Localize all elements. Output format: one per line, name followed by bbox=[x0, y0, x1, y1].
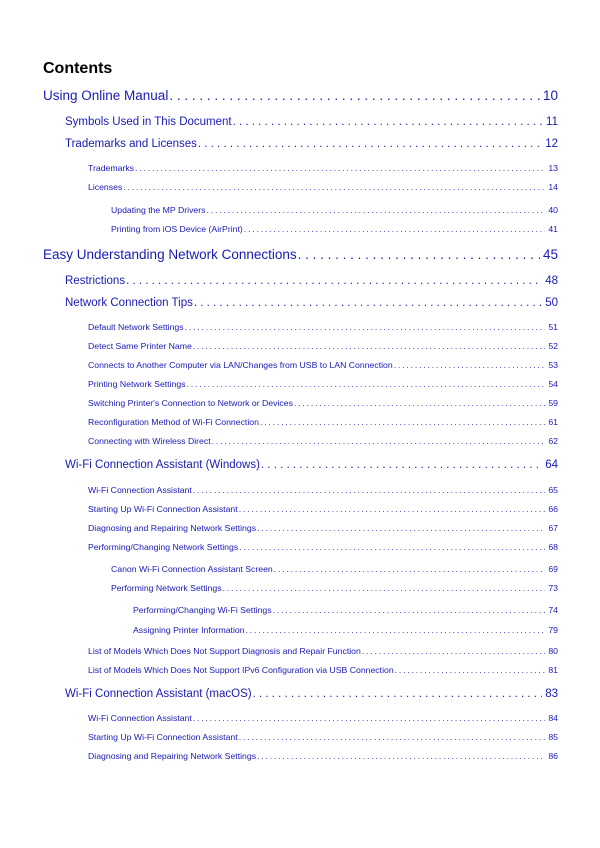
toc-entry-trademarks-licenses[interactable] bbox=[65, 138, 558, 150]
dot-leader bbox=[257, 523, 545, 533]
toc-entry-models-no-diagnosis[interactable] bbox=[88, 646, 558, 656]
toc-entry-detect-same-printer[interactable] bbox=[88, 341, 558, 351]
toc-entry-page: 64 bbox=[545, 459, 558, 471]
dot-leader bbox=[257, 751, 545, 761]
toc-entry-title: List of Models Which Does Not Support Diagnosis and Repair Function bbox=[88, 646, 361, 656]
dot-leader bbox=[239, 504, 546, 514]
toc-entry-page: 41 bbox=[548, 224, 558, 234]
toc-entry-performing-changing-network[interactable] bbox=[88, 542, 558, 552]
toc-entry-symbols[interactable] bbox=[65, 116, 558, 128]
dot-leader bbox=[260, 417, 545, 427]
toc-entry-page: 14 bbox=[548, 182, 558, 192]
toc-entry-network-connections[interactable] bbox=[43, 247, 558, 262]
toc-entry-page: 10 bbox=[542, 88, 558, 103]
toc-entry-title: Printing from iOS Device (AirPrint) bbox=[111, 224, 243, 234]
toc-entry-title: Performing/Changing Wi-Fi Settings bbox=[133, 605, 272, 615]
toc-entry-page: 59 bbox=[548, 398, 558, 408]
toc-entry-network-tips[interactable] bbox=[65, 297, 558, 309]
toc-entry-wifi-assistant-mac[interactable] bbox=[88, 713, 558, 723]
toc-entry-switching-connection[interactable] bbox=[88, 398, 558, 408]
toc-entry-title: Wi-Fi Connection Assistant bbox=[88, 713, 192, 723]
toc-entry-page: 69 bbox=[548, 564, 558, 574]
toc-entry-page: 12 bbox=[545, 138, 558, 150]
toc-entry-title: Connecting with Wireless Direct bbox=[88, 436, 211, 446]
dot-leader bbox=[198, 138, 542, 150]
toc-entry-diagnosing-network-mac[interactable] bbox=[88, 751, 558, 761]
dot-leader bbox=[169, 88, 540, 103]
toc-entry-page: 84 bbox=[548, 713, 558, 723]
toc-entry-page: 68 bbox=[548, 542, 558, 552]
toc-entry-title: Trademarks bbox=[88, 163, 135, 173]
toc-entry-performing-network-settings[interactable] bbox=[111, 583, 558, 593]
dot-leader bbox=[223, 583, 546, 593]
toc-entry-title: Detect Same Printer Name bbox=[88, 341, 192, 351]
dot-leader bbox=[187, 379, 546, 389]
dot-leader bbox=[362, 646, 546, 656]
toc-entry-page: 66 bbox=[548, 504, 558, 514]
toc-entry-title: Updating the MP Drivers bbox=[111, 205, 206, 215]
toc-entry-page: 61 bbox=[548, 417, 558, 427]
toc-entry-trademarks[interactable] bbox=[88, 163, 558, 173]
toc-entry-page: 85 bbox=[548, 732, 558, 742]
dot-leader bbox=[212, 436, 546, 446]
toc-entry-title: Printing Network Settings bbox=[88, 379, 186, 389]
toc-entry-title: Switching Printer's Connection to Network or Devices bbox=[88, 398, 293, 408]
toc-entry-title: Canon Wi-Fi Connection Assistant Screen bbox=[111, 564, 273, 574]
dot-leader bbox=[239, 542, 545, 552]
toc-entry-page: 45 bbox=[542, 247, 558, 262]
toc-entry-title: Easy Understanding Network Connections bbox=[43, 247, 297, 262]
toc-entry-page: 54 bbox=[548, 379, 558, 389]
toc-entry-title: Starting Up Wi-Fi Connection Assistant bbox=[88, 504, 238, 514]
toc-entry-title: Performing Network Settings bbox=[111, 583, 222, 593]
toc-entry-page: 79 bbox=[548, 625, 558, 635]
toc-entry-title: List of Models Which Does Not Support IPv6 Configuration via USB Connection bbox=[88, 665, 394, 675]
toc-entry-page: 13 bbox=[548, 163, 558, 173]
toc-entry-title: Performing/Changing Network Settings bbox=[88, 542, 239, 552]
toc-entry-page: 65 bbox=[548, 485, 558, 495]
dot-leader bbox=[185, 322, 546, 332]
dot-leader bbox=[246, 625, 546, 635]
toc-entry-title: Assigning Printer Information bbox=[133, 625, 245, 635]
dot-leader bbox=[298, 247, 540, 262]
dot-leader bbox=[194, 297, 542, 309]
dot-leader bbox=[294, 398, 545, 408]
dot-leader bbox=[193, 485, 546, 495]
toc-entry-title: Symbols Used in This Document bbox=[65, 116, 232, 128]
toc-entry-title: Network Connection Tips bbox=[65, 297, 193, 309]
dot-leader bbox=[239, 732, 546, 742]
dot-leader bbox=[206, 205, 545, 215]
toc-entry-page: 62 bbox=[548, 436, 558, 446]
toc-entry-title: Default Network Settings bbox=[88, 322, 184, 332]
toc-entry-page: 80 bbox=[548, 646, 558, 656]
toc-entry-title: Using Online Manual bbox=[43, 88, 169, 103]
dot-leader bbox=[193, 341, 546, 351]
toc-entry-page: 81 bbox=[548, 665, 558, 675]
toc-entry-wifi-assistant-macos[interactable] bbox=[65, 688, 558, 700]
toc-entry-updating-mp-drivers[interactable] bbox=[111, 205, 558, 215]
toc-entry-reconfiguration-wifi[interactable] bbox=[88, 417, 558, 427]
toc-entry-title: Diagnosing and Repairing Network Settings bbox=[88, 751, 257, 761]
toc-entry-title: Reconfiguration Method of Wi-Fi Connection bbox=[88, 417, 259, 427]
toc-entry-diagnosing-network[interactable] bbox=[88, 523, 558, 533]
toc-entry-models-no-ipv6[interactable] bbox=[88, 665, 558, 675]
toc-entry-connect-another-computer[interactable] bbox=[88, 360, 558, 370]
toc-entry-page: 48 bbox=[545, 275, 558, 287]
toc-entry-page: 53 bbox=[548, 360, 558, 370]
dot-leader bbox=[253, 688, 543, 700]
toc-entry-title: Wi-Fi Connection Assistant bbox=[88, 485, 192, 495]
toc-entry-restrictions[interactable] bbox=[65, 275, 558, 287]
toc-entry-title: Wi-Fi Connection Assistant (macOS) bbox=[65, 688, 252, 700]
toc-entry-title: Licenses bbox=[88, 182, 123, 192]
dot-leader bbox=[274, 564, 546, 574]
toc-entry-airprint[interactable] bbox=[111, 224, 558, 234]
toc-entry-title: Diagnosing and Repairing Network Settings bbox=[88, 523, 257, 533]
toc-entry-title: Trademarks and Licenses bbox=[65, 138, 197, 150]
toc-entry-title: Starting Up Wi-Fi Connection Assistant bbox=[88, 732, 238, 742]
toc-entry-page: 50 bbox=[545, 297, 558, 309]
toc-entry-page: 73 bbox=[548, 583, 558, 593]
dot-leader bbox=[244, 224, 546, 234]
dot-leader bbox=[135, 163, 545, 173]
toc-entry-page: 40 bbox=[548, 205, 558, 215]
toc-entry-page: 83 bbox=[545, 688, 558, 700]
contents-heading: Contents bbox=[43, 60, 113, 77]
dot-leader bbox=[233, 116, 543, 128]
toc-entry-wifi-assistant-windows[interactable] bbox=[65, 459, 558, 471]
toc-entry-wifi-assistant[interactable] bbox=[88, 485, 558, 495]
dot-leader bbox=[261, 459, 542, 471]
dot-leader bbox=[193, 713, 546, 723]
toc-entry-page: 11 bbox=[546, 116, 558, 128]
toc-entry-title: Wi-Fi Connection Assistant (Windows) bbox=[65, 459, 260, 471]
toc-entry-assistant-screen[interactable] bbox=[111, 564, 558, 574]
toc-entry-printing-network-settings[interactable] bbox=[88, 379, 558, 389]
toc-entry-page: 51 bbox=[548, 322, 558, 332]
toc-entry-licenses[interactable] bbox=[88, 182, 558, 192]
toc-entry-starting-wifi-assistant-mac[interactable] bbox=[88, 732, 558, 742]
toc-entry-starting-wifi-assistant[interactable] bbox=[88, 504, 558, 514]
toc-entry-title: Restrictions bbox=[65, 275, 126, 287]
toc-entry-default-network-settings[interactable] bbox=[88, 322, 558, 332]
toc-entry-page: 86 bbox=[548, 751, 558, 761]
dot-leader bbox=[395, 665, 546, 675]
toc-entry-page: 52 bbox=[548, 341, 558, 351]
dot-leader bbox=[273, 605, 546, 615]
toc-entry-title: Connects to Another Computer via LAN/Changes from USB to LAN Connection bbox=[88, 360, 393, 370]
toc-entry-assigning-printer-info[interactable] bbox=[133, 625, 558, 635]
toc-entry-page: 67 bbox=[548, 523, 558, 533]
dot-leader bbox=[126, 275, 542, 287]
toc-entry-performing-wifi-settings[interactable] bbox=[133, 605, 558, 615]
dot-leader bbox=[394, 360, 546, 370]
toc-entry-using-online-manual[interactable] bbox=[43, 88, 558, 103]
dot-leader bbox=[123, 182, 545, 192]
toc-entry-page: 74 bbox=[548, 605, 558, 615]
toc-entry-wireless-direct[interactable] bbox=[88, 436, 558, 446]
